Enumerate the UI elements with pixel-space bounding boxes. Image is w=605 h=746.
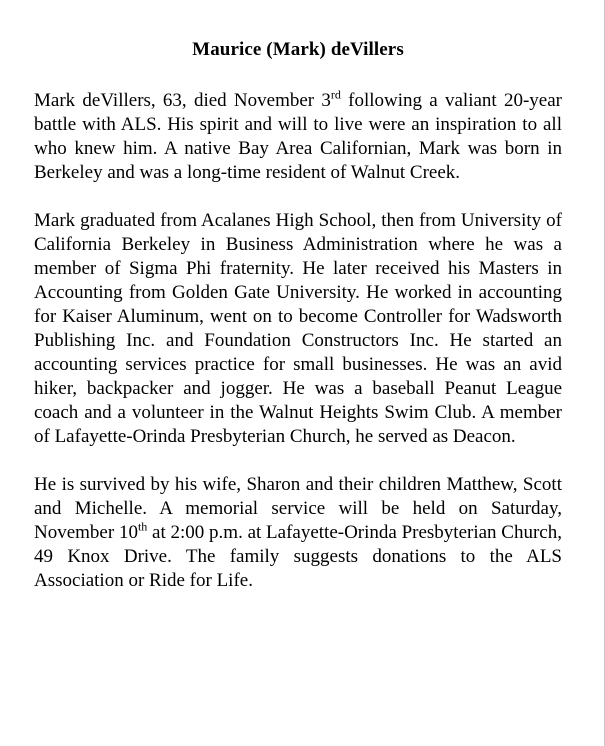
paragraph-survivors bbox=[34, 473, 562, 593]
paragraph-survivors-text-1: He is survived by his wife, Sharon and their children Matthew, Scott and Michelle. A memorial service will be held on Saturday, November 10 bbox=[34, 474, 562, 543]
document-title: Maurice (Mark) deVillers bbox=[192, 39, 404, 60]
paragraph-career: Mark graduated from Acalanes High School, then from University of California Berkeley in Business Administration where he was a member of Sigma Phi fraternity. He later received his Masters in Accounting from Golden Gate University. He worked in accounting for Kaiser Aluminum, went on to become Controller for Wadsworth Publishing Inc. and Foundation Constructors Inc. He started an accounting services practice for small businesses. He was an avid hiker, backpacker and jogger. He was a baseball Peanut League coach and a volunteer in the Walnut Heights Swim Club. A member of Lafayette-Orinda Presbyterian Church, he served as Deacon. bbox=[34, 210, 562, 447]
ordinal-suffix-rd: rd bbox=[330, 87, 341, 102]
paragraph-intro-text-1: Mark deVillers, 63, died November 3 bbox=[34, 90, 331, 111]
paragraph-survivors-text-2: at 2:00 p.m. at Lafayette-Orinda Presbyterian Church, 49 Knox Drive. The family suggests donations to the ALS Association or Ride for Life. bbox=[34, 522, 562, 591]
paragraph-intro bbox=[34, 89, 562, 185]
paragraph-intro-text-2: following a valiant 20-year battle with ALS. His spirit and will to live were an inspiration to all who knew him. A native Bay Area Californian, Mark was born in Berkeley and was a long-time resident of Walnut Creek. bbox=[34, 90, 562, 183]
document-page bbox=[34, 38, 562, 593]
ordinal-suffix-th: th bbox=[137, 519, 148, 534]
